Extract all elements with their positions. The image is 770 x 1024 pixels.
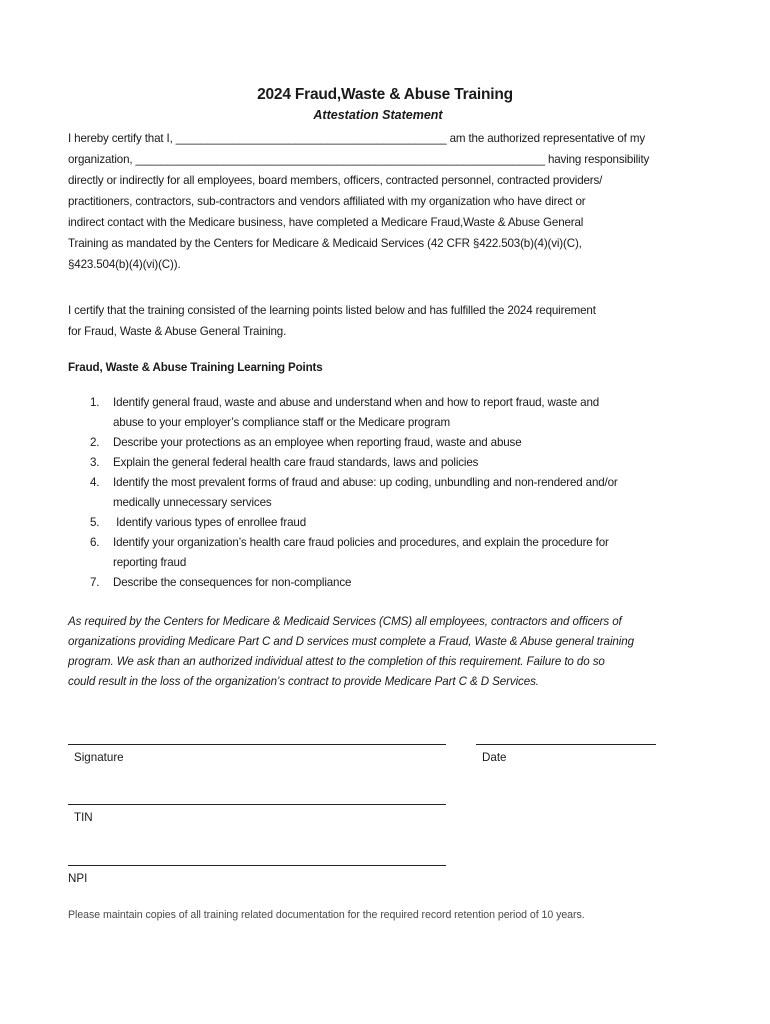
learning-point-text: Explain the general federal health care fraud standards, laws and policies — [113, 456, 479, 469]
learning-point-text: Describe the consequences for non-compliance — [113, 576, 352, 589]
learning-point — [68, 393, 708, 433]
learning-point-number: 3. — [90, 456, 100, 469]
learning-points-list — [68, 393, 708, 593]
tin-line[interactable] — [68, 804, 446, 805]
learning-point — [68, 533, 708, 573]
npi-label: NPI — [68, 872, 88, 885]
note-line: As required by the Centers for Medicare & Medicaid Services (CMS) all employees, contractors and officers of — [68, 615, 622, 628]
paragraph-line: practitioners, contractors, sub-contractors and vendors affiliated with my organization who have direct or — [68, 195, 586, 208]
signature-label: Signature — [74, 751, 124, 764]
learning-point-text: reporting fraud — [113, 556, 187, 569]
date-label: Date — [482, 751, 507, 764]
paragraph-line: directly or indirectly for all employees, board members, officers, contracted personnel, contracted providers/ — [68, 174, 603, 187]
note-line: could result in the loss of the organization’s contract to provide Medicare Part C & D Services. — [68, 675, 539, 688]
paragraph-line: for Fraud, Waste & Abuse General Training. — [68, 325, 287, 338]
learning-point-text: Identify the most prevalent forms of fraud and abuse: up coding, unbundling and non-rendered and/or — [113, 476, 618, 489]
learning-points-heading: Fraud, Waste & Abuse Training Learning Points — [68, 361, 323, 374]
learning-point-number: 6. — [90, 536, 100, 549]
learning-point — [68, 573, 708, 593]
document-subtitle: Attestation Statement — [313, 108, 443, 122]
retention-footer-note: Please maintain copies of all training related documentation for the required record retention period of 10 years. — [68, 909, 585, 921]
learning-point-text: abuse to your employer’s compliance staff or the Medicare program — [113, 416, 450, 429]
paragraph-line: I hereby certify that I, ___________________________________________ am the authorized representative of my — [68, 132, 645, 145]
document-title: 2024 Fraud,Waste & Abuse Training — [257, 86, 513, 103]
learning-point-text: medically unnecessary services — [113, 496, 272, 509]
paragraph-line: organization, _________________________________________________________________ having responsibility — [68, 153, 650, 166]
learning-point — [68, 513, 708, 533]
learning-point-number: 1. — [90, 396, 100, 409]
paragraph-line: Training as mandated by the Centers for Medicare & Medicaid Services (42 CFR §422.503(b)(4)(vi)(C), — [68, 237, 582, 250]
learning-point-text: Identify your organization’s health care fraud policies and procedures, and explain the procedure for — [113, 536, 609, 549]
cms-requirement-note — [68, 612, 708, 692]
paragraph-line: indirect contact with the Medicare business, have completed a Medicare Fraud,Waste & Abuse General — [68, 216, 584, 229]
learning-point-number: 7. — [90, 576, 100, 589]
learning-point-text: Describe your protections as an employee when reporting fraud, waste and abuse — [113, 436, 522, 449]
paragraph-line: I certify that the training consisted of the learning points listed below and has fulfilled the 2024 requirement — [68, 304, 596, 317]
paragraph-line: §423.504(b)(4)(vi)(C)). — [68, 258, 181, 271]
note-line: program. We ask than an authorized individual attest to the completion of this requirement. Failure to do so — [68, 655, 605, 668]
learning-point-number: 4. — [90, 476, 100, 489]
learning-point-text: Identify general fraud, waste and abuse and understand when and how to report fraud, waste and — [113, 396, 600, 409]
date-line[interactable] — [476, 744, 656, 745]
learning-point-number: 2. — [90, 436, 100, 449]
training-paragraph — [68, 300, 708, 342]
tin-label: TIN — [74, 811, 93, 824]
certify-paragraph — [68, 128, 708, 275]
learning-point-text: Identify various types of enrollee fraud — [113, 516, 306, 529]
note-line: organizations providing Medicare Part C and D services must complete a Fraud, Waste & Abuse general training — [68, 635, 634, 648]
learning-point-number: 5. — [90, 516, 100, 529]
signature-line[interactable] — [68, 744, 446, 745]
learning-point — [68, 453, 708, 473]
learning-point — [68, 433, 708, 453]
learning-point — [68, 473, 708, 513]
npi-line[interactable] — [68, 865, 446, 866]
